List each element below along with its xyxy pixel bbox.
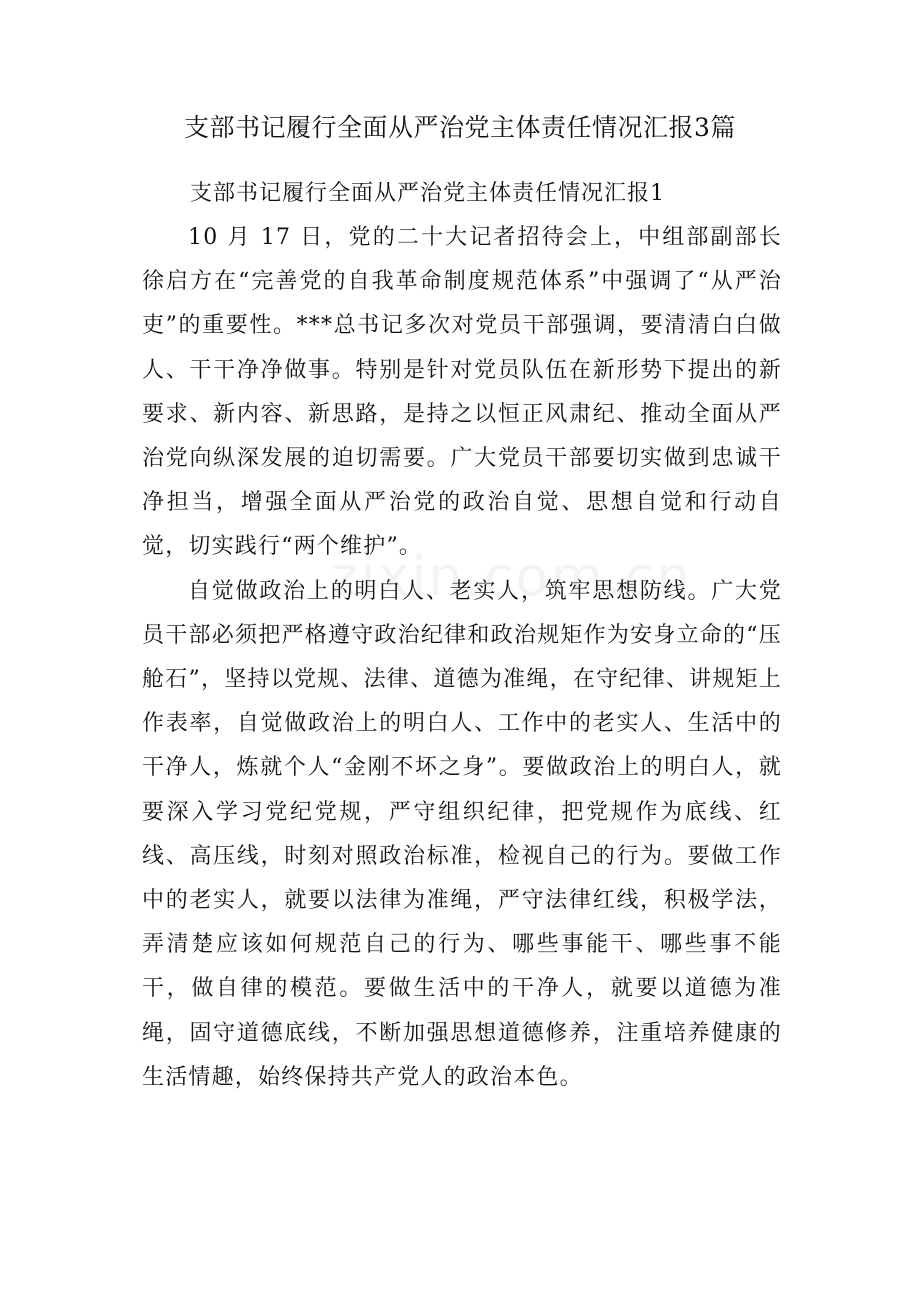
document-body [142,172,782,1100]
document-title: 支部书记履行全面从严治党主体责任情况汇报3篇 [184,113,736,142]
paragraph-1: 10 月 17 日，党的二十大记者招待会上，中组部副部长徐启方在“完善党的自我革命制度规范体系”中强调了“从严治吏”的重要性。***总书记多次对党员干部强调，要清清白白做人、干干净净做事。特别是针对党员队伍在新形势下提出的新要求、新内容、新思路，是持之以恒正风肃纪、推动全面从严治党向纵深发展的迫切需要。广大党员干部要切实做到忠诚干净担当，增强全面从严治党的政治自觉、思想自觉和行动自觉，切实践行“两个维护”。 [142,225,782,560]
section-subtitle: 支部书记履行全面从严治党主体责任情况汇报1 [190,181,665,206]
paragraph-2: 自觉做政治上的明白人、老实人，筑牢思想防线。广大党员干部必须把严格遵守政治纪律和政治规矩作为安身立命的“压舱石”，坚持以党规、法律、道德为准绳，在守纪律、讲规矩上作表率，自觉做政治上的明白人、工作中的老实人、生活中的干净人，炼就个人“金刚不坏之身”。要做政治上的明白人，就要深入学习党纪党规，严守组织纪律，把党规作为底线、红线、高压线，时刻对照政治标准，检视自己的行为。要做工作中的老实人，就要以法律为准绳，严守法律红线，积极学法，弄清楚应该如何规范自己的行为、哪些事能干、哪些事不能干，做自律的模范。要做生活中的干净人，就要以道德为准绳，固守道德底线，不断加强思想道德修养，注重培养健康的生活情趣，始终保持共产党人的政治本色。 [142,578,782,1090]
